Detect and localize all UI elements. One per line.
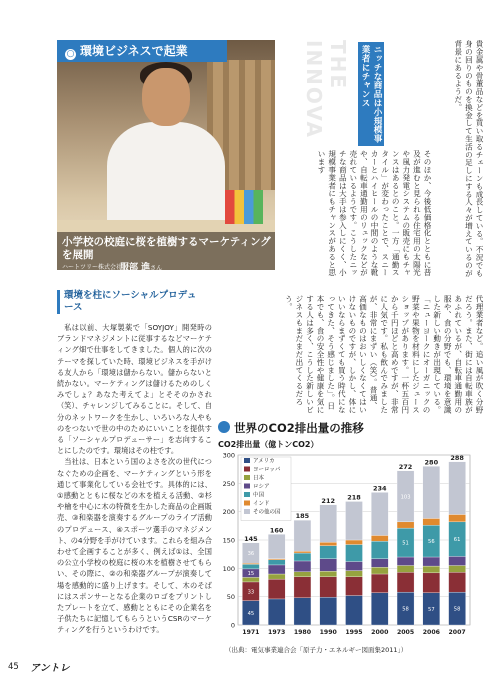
bar-segment xyxy=(371,593,388,625)
page-number: 45 xyxy=(8,662,19,672)
bar-segment xyxy=(294,551,311,553)
bar-segment xyxy=(268,565,285,574)
left-column-body xyxy=(57,322,212,652)
left-paragraph-2: 当社は、日本という国のよさを次の世代につなぐための企画を、マーケティングという形を通じて事業化している会社です。具体的には、①感動とともに桜などの木を植える活動、②杉や檜を中心に木の特徴を生かした商品の企画販売、③和楽器を演奏するグループのライブ活動のプロデュース、④スポーツ選手のマネジメント、の4分野を手がけています。これらを組み合わせて企画することが多く、例えば①は、全国の公立小学校の校庭に桜の木を植樹させてもらい、その際に、②の和楽器グループが演奏して場を感動的に盛り上げます。そして、木のそばにはスポンサーとなる企業のロゴをプリントしたプレートを立て、感動とともにその企業名を子供たちに記憶してもらうというCSRのマーケティングを行うというわけです。 xyxy=(57,457,212,635)
bar-segment xyxy=(268,579,285,599)
legend-label: インド xyxy=(253,501,270,507)
x-tick-label: 1990 xyxy=(319,629,337,636)
bar-segment xyxy=(320,546,337,559)
x-tick-label: 2000 xyxy=(371,629,389,636)
bar-segment xyxy=(397,572,414,592)
photo-caption-company: ハートツリー株式会社 xyxy=(62,264,123,271)
y-tick-label: 300 xyxy=(222,451,235,460)
y-tick-label: 200 xyxy=(222,508,235,517)
bar-segment xyxy=(294,577,311,598)
bar-segment xyxy=(294,553,311,561)
bar-segment xyxy=(268,534,285,558)
x-tick-label: 1973 xyxy=(268,629,286,636)
bar-segment xyxy=(242,563,259,564)
bar-segment xyxy=(345,577,362,596)
bar-segment xyxy=(423,466,440,518)
segment-value-label: 58 xyxy=(453,606,461,613)
bar-segment xyxy=(320,505,337,542)
bar-segment xyxy=(397,522,414,528)
bar-segment xyxy=(345,540,362,545)
bar-total-label: 234 xyxy=(372,484,387,493)
bar-segment xyxy=(294,520,311,551)
magazine-logo: アントレ xyxy=(30,663,70,674)
chart-bullet-icon xyxy=(218,421,230,433)
x-tick-label: 2007 xyxy=(448,629,466,636)
bar-segment xyxy=(371,567,388,574)
bar-total-label: 212 xyxy=(321,496,336,505)
bar-segment xyxy=(423,557,440,566)
x-tick-label: 1971 xyxy=(242,629,260,636)
bar-segment xyxy=(268,559,285,560)
vertical-column-lower: 代理業者など。追い風が吹く分野だろう。また、街には自転車族があふれているが、自転車通勤用の服や、食の分野でも、環境を意識した新しい動きが出現している。「ニューヨークにオーガニックの野菜や果物を材料にしたジュースショップがあります。一杯五百円から千円ほどと高めですが、非常に人気です。私も飲んでみましたが、非常にまずい（笑）。普通、高価なものはおいしくなくてはいけないものですが、しかし、体にいいならまずくても買う時代になってきた、そう感じました」。日本でも、食の安全性や健康を気にする人は多く、こうした新しいビジネスもまだまだ出てくるだろう。 xyxy=(284,295,484,414)
bar-segment xyxy=(345,545,362,562)
bar-segment xyxy=(294,572,311,577)
segment-value-label: 58 xyxy=(402,606,409,613)
circle-icon: ○ xyxy=(66,49,75,59)
vertical-section-heading: ニッチな商品は小規模事業者にチャンス xyxy=(358,42,384,146)
bar-segment xyxy=(345,596,362,625)
section-banner xyxy=(57,40,227,62)
bar-segment xyxy=(449,566,466,573)
chart-title-text: 世界のCO2排出量の推移 xyxy=(234,421,364,435)
bar-segment xyxy=(371,541,388,559)
bar-segment xyxy=(268,560,285,565)
bar-segment xyxy=(345,571,362,577)
bar-total-label: 185 xyxy=(295,512,310,521)
bar-segment xyxy=(423,573,440,593)
co2-stacked-bar-chart xyxy=(218,447,480,643)
vertical-column-right: 貴金属や骨董品などを買い取るチェーンも成長している。不況でも身の回りのものを換金して生活の足しにする人々が増えているのが背景にあるようだ。 xyxy=(453,40,484,277)
person-shirt xyxy=(107,122,225,232)
bar-segment xyxy=(320,571,337,577)
bar-segment xyxy=(371,492,388,535)
bar-segment xyxy=(320,577,337,597)
bar-segment xyxy=(371,559,388,568)
photo-caption-name xyxy=(120,260,162,273)
person-name: 服部 進 xyxy=(120,263,151,273)
vertical-column-middle: そのほか、今後低価格化とともに普及が進むと見られる住宅用の太陽光や風力発電システムの販売にもチャンスはあるとのこと。一方「通勤スタイル」が変わったことで、スニーカーとハイヒールの中間のような靴や、自転車通勤用のリュックなどが売れているようです。こうしたニッチな商品は大手は参入しにくく、小規模事業者にもチャンスがあると思います xyxy=(317,150,432,277)
bar-segment xyxy=(242,577,259,582)
legend-swatch xyxy=(244,458,250,463)
legend-swatch xyxy=(244,492,250,497)
bar-total-label: 160 xyxy=(269,526,284,535)
legend-swatch xyxy=(244,475,250,480)
bar-total-label: 272 xyxy=(398,462,413,471)
segment-value-label: 45 xyxy=(247,610,255,617)
photo-caption-title: 小学校の校庭に桜を植樹するマーケティングを展開 xyxy=(62,236,271,261)
bar-total-label: 288 xyxy=(450,453,464,462)
x-tick-label: 1995 xyxy=(345,629,363,636)
legend-label: その他の国 xyxy=(253,509,281,516)
legend-swatch xyxy=(244,467,250,472)
bar-segment xyxy=(294,598,311,625)
bar-segment xyxy=(371,535,388,541)
legend-label: ヨーロッパ xyxy=(253,467,281,473)
name-suffix: さん xyxy=(150,265,163,272)
bar-segment xyxy=(294,561,311,572)
segment-value-label: 15 xyxy=(247,571,255,578)
bar-segment xyxy=(268,599,285,625)
bar-segment xyxy=(320,559,337,571)
toy-blocks xyxy=(225,190,263,224)
bar-total-label: 280 xyxy=(424,458,439,467)
segment-value-label: 51 xyxy=(402,540,409,547)
bar-segment xyxy=(449,462,466,515)
legend-label: 日本 xyxy=(253,475,265,482)
bar-segment xyxy=(449,572,466,592)
chart-source-note: （出典：電気事業連合会「原子力・エネルギー図面集2011」） xyxy=(225,646,408,654)
x-tick-label: 2005 xyxy=(396,629,415,636)
bar-total-label: 218 xyxy=(347,493,361,502)
bar-total-label: 145 xyxy=(244,534,258,543)
left-column-heading: 環境を柱にソーシャルプロデュース xyxy=(57,290,204,314)
y-tick-label: 150 xyxy=(222,536,235,545)
bar-segment xyxy=(397,566,414,573)
y-tick-label: 250 xyxy=(222,479,235,488)
y-tick-label: 0 xyxy=(230,621,235,630)
legend-swatch xyxy=(244,484,250,489)
segment-value-label: 33 xyxy=(247,589,255,596)
segment-value-label: 57 xyxy=(428,606,435,613)
bar-segment xyxy=(423,566,440,573)
bar-segment xyxy=(242,564,259,569)
x-tick-label: 2006 xyxy=(422,629,440,636)
segment-value-label: 61 xyxy=(453,537,461,544)
bar-segment xyxy=(320,597,337,625)
bar-segment xyxy=(423,518,440,525)
background-watermark: THE INNOVA xyxy=(302,40,350,139)
bar-segment xyxy=(268,574,285,579)
legend-swatch xyxy=(244,509,250,514)
segment-value-label: 36 xyxy=(247,551,255,558)
legend-label: アメリカ xyxy=(253,458,275,465)
left-paragraph-1: 私は以前、大塚製薬で「SOYJOY」開発時のブランドマネジメントに従事するなどマーケティング畑で仕事をしてきました。個人的に次のテーマを探していた時、環境ビジネスを手がける友人から「環境は儲からない。儲からないと続かない。マーケティングは儲けるためのしくみでしょ？あなた考えてよ」とそそのかされ（笑）、チャレンジしてみることに。そして、自分のネットワークを生かし、いろいろな人やものをつないで世の中のためにいいことを提供する「ソーシャルプロデューサー」を志向することにしたのです。環境はその柱です。 xyxy=(57,323,212,456)
bar-segment xyxy=(345,501,362,540)
banner-title: 環境ビジネスで起業 xyxy=(80,44,188,58)
x-tick-label: 1980 xyxy=(293,629,312,636)
bar-segment xyxy=(397,557,414,566)
segment-value-label: 103 xyxy=(400,494,411,501)
bar-segment xyxy=(320,542,337,545)
person-head xyxy=(142,68,190,126)
chart-y-axis-label: CO2排出量（億トンCO2） xyxy=(218,440,319,449)
chart-title xyxy=(218,420,478,436)
bar-segment xyxy=(449,515,466,522)
y-tick-label: 100 xyxy=(222,564,235,573)
y-tick-label: 50 xyxy=(226,593,235,602)
bar-segment xyxy=(345,562,362,571)
legend-label: 中国 xyxy=(253,492,265,499)
legend-label: ロシア xyxy=(253,484,270,490)
bar-segment xyxy=(449,556,466,565)
bar-segment xyxy=(371,574,388,593)
legend-swatch xyxy=(244,501,250,506)
segment-value-label: 56 xyxy=(428,539,435,546)
